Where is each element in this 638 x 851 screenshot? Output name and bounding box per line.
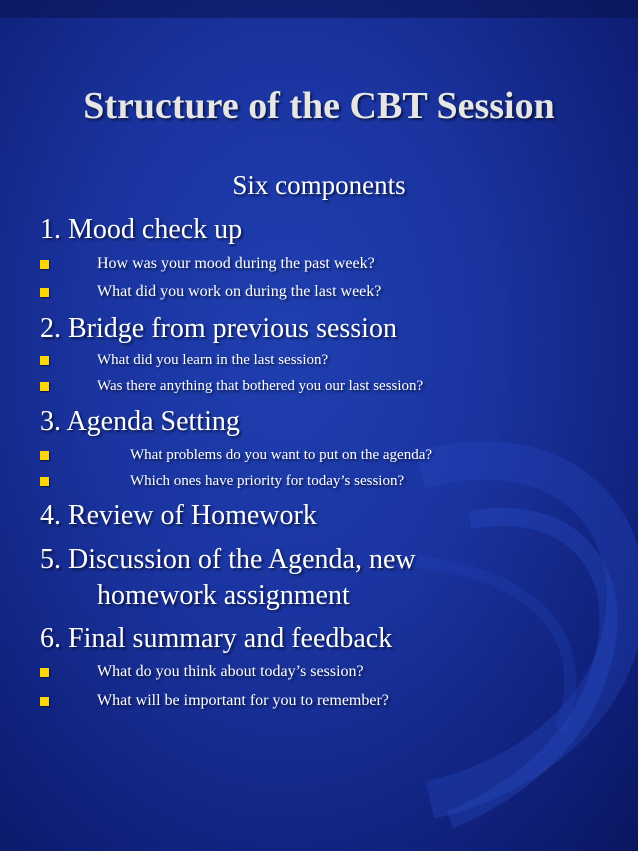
section-6-heading: 6. Final summary and feedback <box>40 623 393 654</box>
section-1-bullet-2 <box>40 281 382 303</box>
slide-title: Structure of the CBT Session <box>83 85 555 127</box>
section-3-bullet-2 <box>40 470 405 492</box>
bullet-text: Which ones have priority for today’s session? <box>130 472 405 489</box>
bullet-text: What will be important for you to remember? <box>97 692 389 709</box>
section-5-heading-line-2: homework assignment <box>97 580 350 611</box>
bullet-text: How was your mood during the past week? <box>97 255 375 272</box>
section-2-bullet-2 <box>40 375 424 397</box>
square-bullet-icon <box>40 668 49 677</box>
section-6-bullet-2 <box>40 690 389 712</box>
bullet-text: What did you learn in the last session? <box>97 351 329 368</box>
section-1-bullet-1 <box>40 253 375 275</box>
bullet-text: What did you work on during the last week? <box>97 283 382 300</box>
section-5-heading-line-1: 5. Discussion of the Agenda, new <box>40 544 416 575</box>
section-5-heading <box>40 542 416 614</box>
section-2-heading: 2. Bridge from previous session <box>40 313 397 344</box>
section-1-heading: 1. Mood check up <box>40 214 243 245</box>
section-6-bullet-1 <box>40 661 364 683</box>
section-4-heading: 4. Review of Homework <box>40 500 317 531</box>
square-bullet-icon <box>40 356 49 365</box>
square-bullet-icon <box>40 451 49 460</box>
square-bullet-icon <box>40 697 49 706</box>
bullet-text: Was there anything that bothered you our last session? <box>97 377 424 394</box>
square-bullet-icon <box>40 382 49 391</box>
slide-subtitle: Six components <box>232 170 406 200</box>
square-bullet-icon <box>40 260 49 269</box>
bullet-text: What problems do you want to put on the agenda? <box>130 446 433 463</box>
bullet-text: What do you think about today’s session? <box>97 663 364 680</box>
square-bullet-icon <box>40 288 49 297</box>
section-2-bullet-1 <box>40 349 329 371</box>
section-3-heading: 3. Agenda Setting <box>40 406 240 437</box>
section-3-bullet-1 <box>40 444 433 466</box>
square-bullet-icon <box>40 477 49 486</box>
